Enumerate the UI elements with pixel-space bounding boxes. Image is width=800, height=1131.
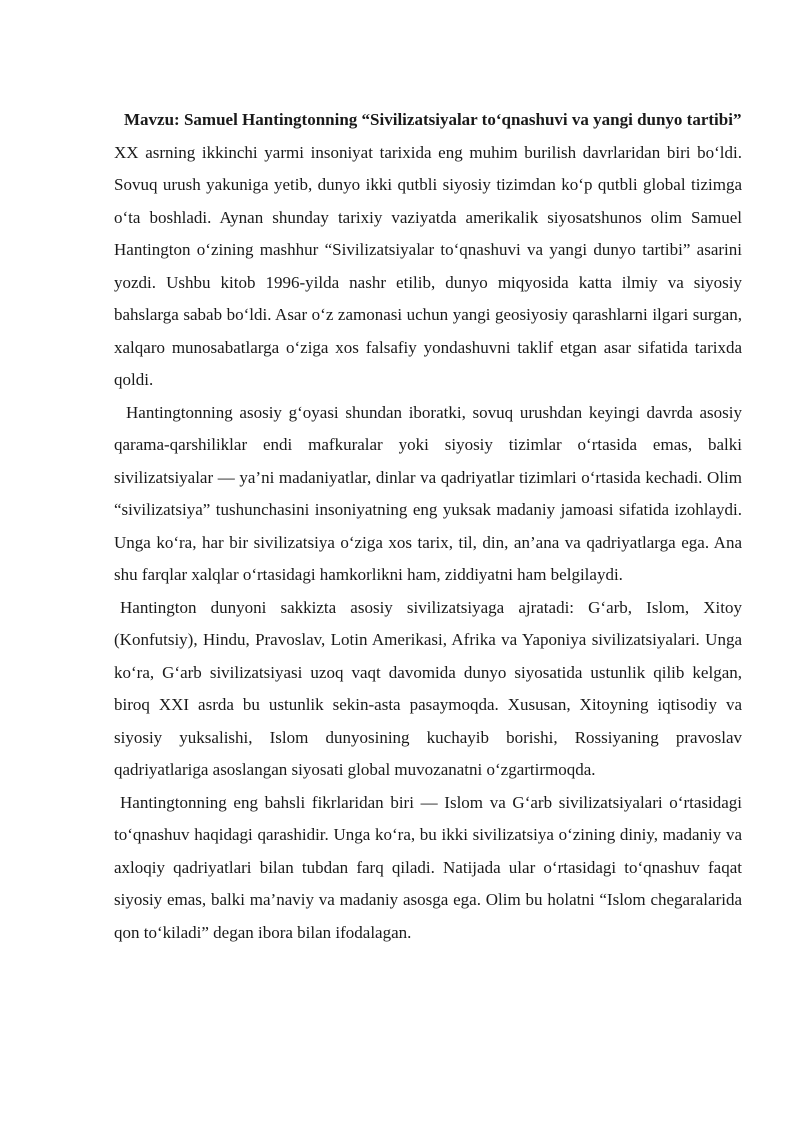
- paragraph-1: XX asrning ikkinchi yarmi insoniyat tarixida eng muhim burilish davrlaridan biri bo‘ldi. Sovuq urush yakuniga yetib, dunyo ikki qutbli siyosiy tizimdan ko‘p qutbli global tizimga o‘ta boshladi. Aynan shunday tarixiy vaziyatda amerikalik siyosatshunos olim Samuel Hantington o‘zining mashhur “Sivilizatsiyalar to‘qnashuvi va yangi dunyo tartibi” asarini yozdi. Ushbu kitob 1996-yilda nashr etilib, dunyo miqyosida katta ilmiy va siyosiy bahslarga sabab bo‘ldi. Asar o‘z zamonasi uchun yangi geosiyosiy qarashlarni ilgari surgan, xalqaro munosabatlarga o‘ziga xos falsafiy yondashuvni taklif etgan asar sifatida tarixda qoldi.: [114, 142, 742, 389]
- paragraph-2: Hantingtonning asosiy g‘oyasi shundan iboratki, sovuq urushdan keyingi davrda asosiy qarama-qarshiliklar endi mafkuralar yoki siyosiy tizimlar o‘rtasida emas, balki sivilizatsiyalar — ya’ni madaniyatlar, dinlar va qadriyatlar tizimlari o‘rtasida kechadi. Olim “sivilizatsiya” tushunchasini insoniyatning eng yuksak madaniy jamoasi sifatida izohlaydi. Unga ko‘ra, har bir sivilizatsiya o‘ziga xos tarix, til, din, an’ana va qadriyatlarga ega. Ana shu farqlar xalqlar o‘rtasidagi hamkorlikni ham, ziddiyatni ham belgilaydi.: [114, 402, 742, 584]
- paragraph-4: Hantingtonning eng bahsli fikrlaridan biri — Islom va G‘arb sivilizatsiyalari o‘rtasidagi to‘qnashuv haqidagi qarashidir. Unga ko‘ra, bu ikki sivilizatsiya o‘zining diniy, madaniy va axloqiy qadriyatlari bilan tubdan farq qiladi. Natijada ular o‘rtasidagi to‘qnashuv faqat siyosiy emas, balki ma’naviy va madaniy asosga ega. Olim bu holatni “Islom chegaralarida qon to‘kiladi” degan ibora bilan ifodalagan.: [114, 792, 742, 942]
- document-title: Mavzu: Samuel Hantingtonning “Sivilizatsiyalar to‘qnashuvi va yangi dunyo tartibi”: [124, 110, 742, 129]
- paragraph-3: Hantington dunyoni sakkizta asosiy sivilizatsiyaga ajratadi: G‘arb, Islom, Xitoy (Konfutsiy), Hindu, Pravoslav, Lotin Amerikasi, Afrika va Yaponiya sivilizatsiyalari. Unga ko‘ra, G‘arb sivilizatsiyasi uzoq vaqt davomida dunyo siyosatida ustunlik qilib kelgan, biroq XXI asrda bu ustunlik sekin-asta pasaymoqda. Xususan, Xitoyning iqtisodiy va siyosiy yuksalishi, Islom dunyosining kuchayib borishi, Rossiyaning pravoslav qadriyatlariga asoslangan siyosati global muvozanatni o‘zgartirmoqda.: [114, 597, 742, 779]
- document-page: [114, 104, 742, 949]
